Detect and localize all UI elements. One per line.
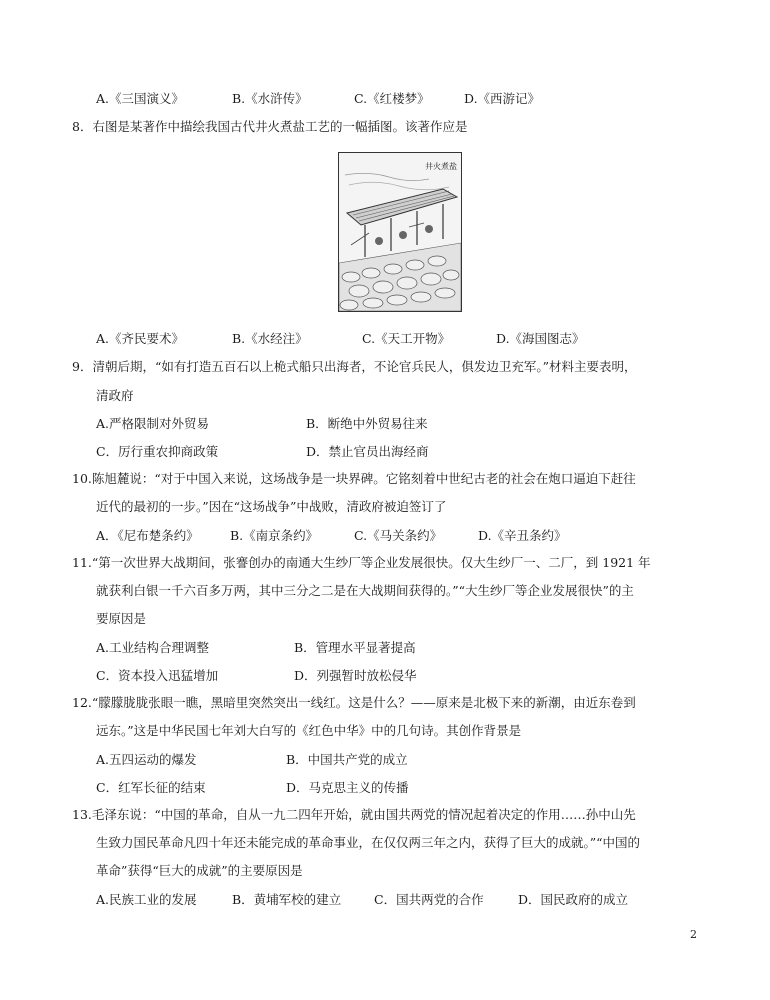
q9-stem-line-2: 清政府	[96, 388, 134, 403]
q12-option-a: A.五四运动的爆发	[96, 752, 197, 767]
q7-option-a: A.《三国演义》	[96, 91, 185, 106]
q13-stem-line-3: 革命”获得“巨大的成就”的主要原因是	[96, 863, 303, 878]
q10-option-b: B.《南京条约》	[230, 528, 319, 543]
q11-stem-line-2: 就获利白银一千六百多万两，其中三分之二是在大战期间获得的。”“大生纱厂等企业发展很快”的主	[96, 583, 634, 598]
q10-option-c: C.《马关条约》	[354, 528, 443, 543]
q13-option-c: C．国共两党的合作	[374, 892, 484, 907]
q8-option-d: D.《海国图志》	[496, 331, 585, 346]
q13-option-a: A.民族工业的发展	[96, 892, 197, 907]
page-number: 2	[690, 928, 697, 941]
q9-option-c: C．厉行重农抑商政策	[96, 444, 219, 459]
q9-stem-line-1: 9．清朝后期，“如有打造五百石以上桅式船只出海者，不论官兵民人，俱发边卫充军。”材料主要表明，	[72, 359, 637, 374]
q13-stem-line-2: 生致力国民革命凡四十年还未能完成的革命事业，在仅仅两三年之内，获得了巨大的成就。”“中国的	[96, 835, 641, 850]
q13-option-d: D．国民政府的成立	[518, 892, 629, 907]
q12-option-c: C．红军长征的结束	[96, 780, 206, 795]
q9-option-d: D．禁止官员出海经商	[306, 444, 429, 459]
q10-option-d: D.《辛丑条约》	[478, 528, 567, 543]
q11-option-a: A.工业结构合理调整	[96, 640, 210, 655]
q11-option-c: C．资本投入迅猛增加	[96, 668, 219, 683]
q13-stem-line-1: 13.毛泽东说：“中国的革命，自从一九二四年开始，就由国共两党的情况起着决定的作用……孙中山先	[72, 807, 636, 822]
q11-option-b: B．管理水平显著提高	[294, 640, 416, 655]
q8-option-b: B.《水经注》	[232, 331, 308, 346]
q11-stem-line-1: 11.“第一次世界大战期间，张謇创办的南通大生纱厂等企业发展很快。仅大生纱厂一、二厂，到 1921 年	[72, 555, 651, 570]
q8-option-c: C.《天工开物》	[362, 331, 451, 346]
q11-stem-line-3: 要原因是	[96, 611, 147, 626]
q12-option-d: D．马克思主义的传播	[286, 780, 409, 795]
q8-option-a: A.《齐民要术》	[96, 331, 185, 346]
q12-stem-line-1: 12.“朦朦胧胧张眼一瞧，黑暗里突然突出一线红。这是什么？——原来是北极下来的新潮，由近东卷到	[72, 695, 636, 710]
q10-stem-line-1: 10.陈旭麓说：“对于中国入来说，这场战争是一块界碑。它铭刻着中世纪古老的社会在炮口逼迫下赶往	[72, 471, 636, 486]
illustration-caption: 井火煮盐	[425, 162, 457, 171]
q11-option-d: D．列强暂时放松侵华	[294, 668, 417, 683]
q7-option-b: B.《水浒传》	[232, 91, 308, 106]
q13-option-b: B．黄埔军校的建立	[232, 892, 342, 907]
salt-boiling-illustration	[338, 152, 462, 312]
q10-option-a: A．《尼布楚条约》	[96, 528, 199, 543]
illustration-drawing	[339, 153, 461, 311]
q7-option-c: C.《红楼梦》	[354, 91, 430, 106]
q7-option-d: D.《西游记》	[464, 91, 541, 106]
q9-option-b: B．断绝中外贸易往来	[306, 416, 428, 431]
q8-stem: 8．右图是某著作中描绘我国古代井火煮盐工艺的一幅插图。该著作应是	[72, 119, 468, 134]
q12-option-b: B．中国共产党的成立	[286, 752, 408, 767]
q12-stem-line-2: 远东。”这是中华民国七年刘大白写的《红色中华》中的几句诗。其创作背景是	[96, 723, 522, 738]
q10-stem-line-2: 近代的最初的一步。”因在“这场战争”中战败，清政府被迫签订了	[96, 499, 447, 514]
q9-option-a: A.严格限制对外贸易	[96, 416, 210, 431]
